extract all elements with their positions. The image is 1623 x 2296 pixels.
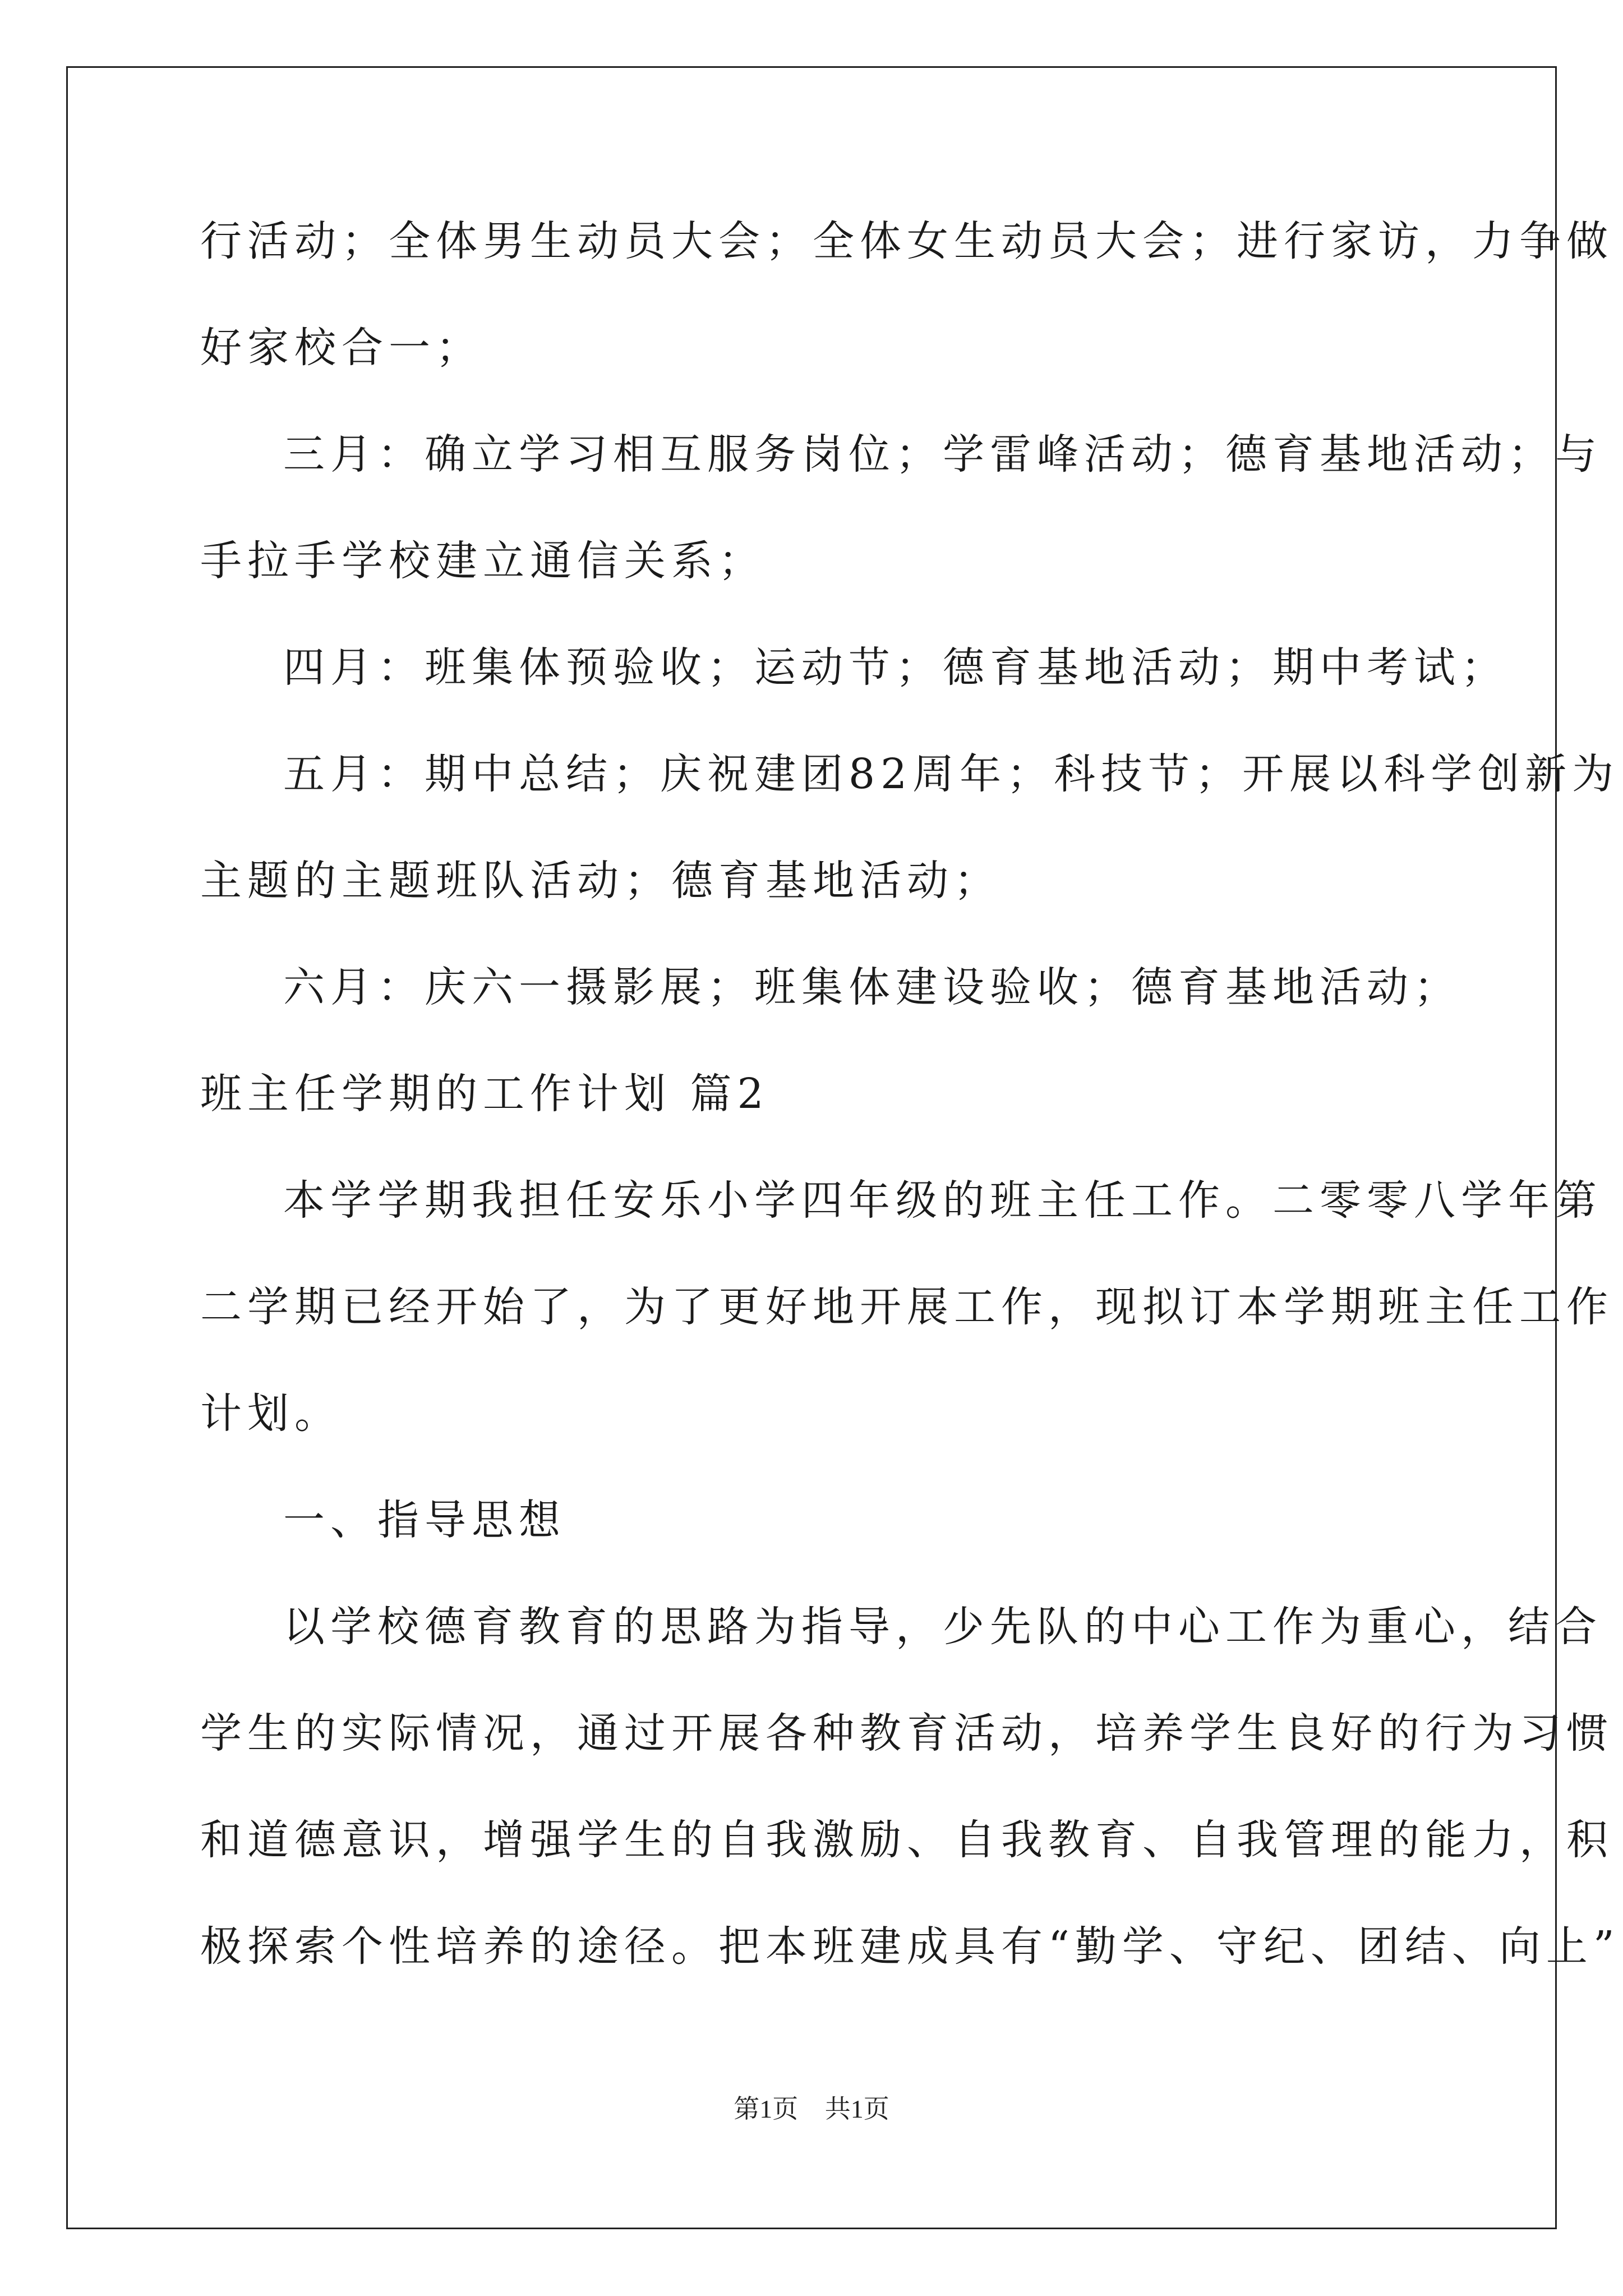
page-total: 共1页 — [824, 2095, 889, 2123]
page-footer — [0, 2092, 1623, 2126]
page-number: 第1页 — [734, 2095, 799, 2123]
text-line: 手拉手学校建立通信关系； — [200, 537, 766, 585]
text-line: 二学期已经开始了，为了更好地开展工作，现拟订本学期班主任工作 — [200, 1283, 1613, 1331]
text-line: 主题的主题班队活动；德育基地活动； — [200, 857, 1001, 905]
text-line: 行活动；全体男生动员大会；全体女生动员大会；进行家访，力争做 — [200, 217, 1613, 265]
section-heading: 班主任学期的工作计划 篇2 — [200, 1070, 769, 1118]
text-line: 和道德意识，增强学生的自我激励、自我教育、自我管理的能力，积 — [200, 1816, 1613, 1864]
text-line-june: 六月：庆六一摄影展；班集体建设验收；德育基地活动； — [283, 963, 1461, 1011]
text-line: 以学校德育教育的思路为指导，少先队的中心工作为重心，结合 — [283, 1603, 1602, 1651]
page-border — [66, 66, 1557, 2229]
text-line: 极探索个性培养的途径。把本班建成具有“勤学、守纪、团结、向上” — [200, 1922, 1620, 1971]
text-line: 计划。 — [200, 1389, 342, 1438]
subsection-heading: 一、指导思想 — [283, 1496, 566, 1544]
text-line: 本学学期我担任安乐小学四年级的班主任工作。二零零八学年第 — [283, 1176, 1602, 1225]
text-line-april: 四月：班集体预验收；运动节；德育基地活动；期中考试； — [283, 643, 1508, 692]
text-line-march: 三月：确立学习相互服务岗位；学雷峰活动；德育基地活动；与 — [283, 430, 1602, 478]
text-line: 好家校合一； — [200, 324, 483, 372]
text-line-may: 五月：期中总结；庆祝建团82周年；科技节；开展以科学创新为 — [283, 750, 1620, 798]
text-line: 学生的实际情况，通过开展各种教育活动，培养学生良好的行为习惯 — [200, 1709, 1613, 1757]
